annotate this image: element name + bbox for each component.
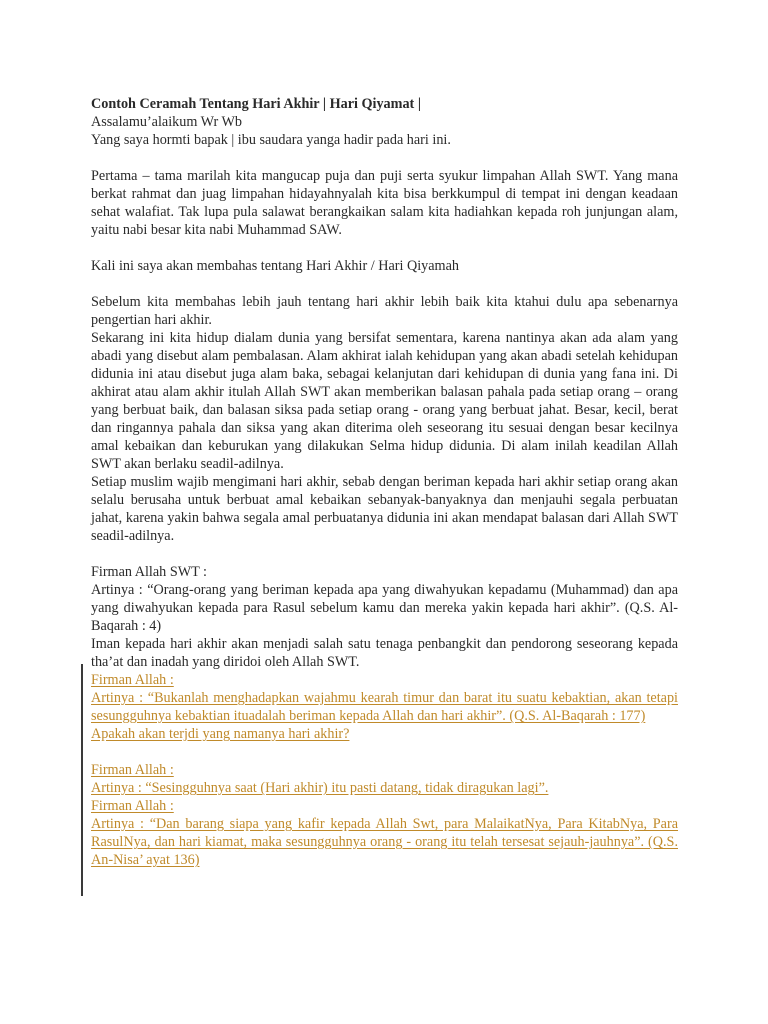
firman-text: Artinya : “Orang-orang yang beriman kepada apa yang diwahyukan kepadamu (Muhammad) dan apa yang diwahyukan kepada para Rasul sebelum kamu dan mereka yakin kepada hari akhir”. (Q.S. Al-Baqarah : 4) <box>91 582 678 634</box>
paragraph-gap <box>91 275 678 293</box>
firman-label: Firman Allah SWT : <box>91 564 207 580</box>
greeting: Assalamu’alaikum Wr Wb <box>91 114 242 130</box>
tracked-question: Apakah akan terjdi yang namanya hari akhir? <box>91 726 350 742</box>
revision-change-bar <box>81 664 83 896</box>
tracked-firman-3-text: Artinya : “Dan barang siapa yang kafir kepada Allah Swt, para MalaikatNya, Para KitabNya, Para RasulNya, dan hari kiamat, maka sesungguhnya orang - orang itu telah tersesat sejauh-jauhnya”. (Q.S. An-Nisa’ ayat 136) <box>91 816 678 868</box>
document-body <box>91 95 678 869</box>
address-line: Yang saya hormti bapak | ibu saudara yanga hadir pada hari ini. <box>91 132 451 148</box>
paragraph-gap <box>91 743 678 761</box>
document-title: Contoh Ceramah Tentang Hari Akhir | Hari Qiyamat | <box>91 96 421 112</box>
tracked-firman-1-text: Artinya : “Bukanlah menghadapkan wajahmu kearah timur dan barat itu suatu kebaktian, akan tetapi sesungguhnya kebaktian ituadalah beriman kepada Allah dan hari akhir”. (Q.S. Al-Baqarah : 177) <box>91 690 678 724</box>
opening-paragraph: Pertama – tama marilah kita mangucap puja dan puji serta syukur limpahan Allah SWT. Yang mana berkat rahmat dan juag limpahan hidayahnyalah kita bisa berkkumpul di tempat ini dengan keadaan sehat walafiat. Tak lupa pula salawat berangkaikan salam kita hadiahkan kepada roh junjungan alam, yaitu nabi besar kita nabi Muhammad SAW. <box>91 168 678 238</box>
paragraph-gap <box>91 149 678 167</box>
intro-paragraph: Sebelum kita membahas lebih jauh tentang hari akhir lebih baik kita ktahui dulu apa sebenarnya pengertian hari akhir. <box>91 294 678 328</box>
tracked-firman-2-label: Firman Allah : <box>91 762 174 778</box>
topic-line: Kali ini saya akan membahas tentang Hari Akhir / Hari Qiyamah <box>91 258 459 274</box>
iman-paragraph: Iman kepada hari akhir akan menjadi salah satu tenaga penbangkit dan pendorong seseorang kepada tha’at dan inadah yang diridoi oleh Allah SWT. <box>91 636 678 670</box>
tracked-firman-1-label: Firman Allah : <box>91 672 174 688</box>
tracked-firman-2-text: Artinya : “Sesingguhnya saat (Hari akhir) itu pasti datang, tidak diragukan lagi”. <box>91 780 549 796</box>
explanation-paragraph: Sekarang ini kita hidup dialam dunia yang bersifat sementara, karena nantinya akan ada alam yang abadi yang disebut alam pembalasan. Alam akhirat ialah kehidupan yang akan abadi setelah kehidupan didunia ini atau disebut juga alam baka, sebagai kelanjutan dari kehidupan di dunia yang fana ini. Di akhirat atau alam akhir itulah Allah SWT akan memberikan balasan pahala pada setiap orang – orang yang berbuat baik, dan balasan siksa pada setiap orang - orang yang berbuat jahat. Besar, kecil, berat dan ringannya pahala dan siksa yang akan diterima oleh seseorang itu sesuai dengan besar kecilnya amal kebaikan dan keburukan yang dilakukan Selma hidup didunia. Di alam inilah keadilan Allah SWT akan berlaku seadil-adilnya. <box>91 330 678 472</box>
obligation-paragraph: Setiap muslim wajib mengimani hari akhir, sebab dengan beriman kepada hari akhir setiap orang akan selalu berusaha untuk berbuat amal kebaikan sebanyak-banyaknya dan menjauhi segala perbuatan jahat, karena yakin bahwa segala amal perbuatanya didunia ini akan mendapat balasan dari Allah SWT seadil-adilnya. <box>91 474 678 544</box>
tracked-firman-3-label: Firman Allah : <box>91 798 174 814</box>
paragraph-gap <box>91 545 678 563</box>
paragraph-gap <box>91 239 678 257</box>
